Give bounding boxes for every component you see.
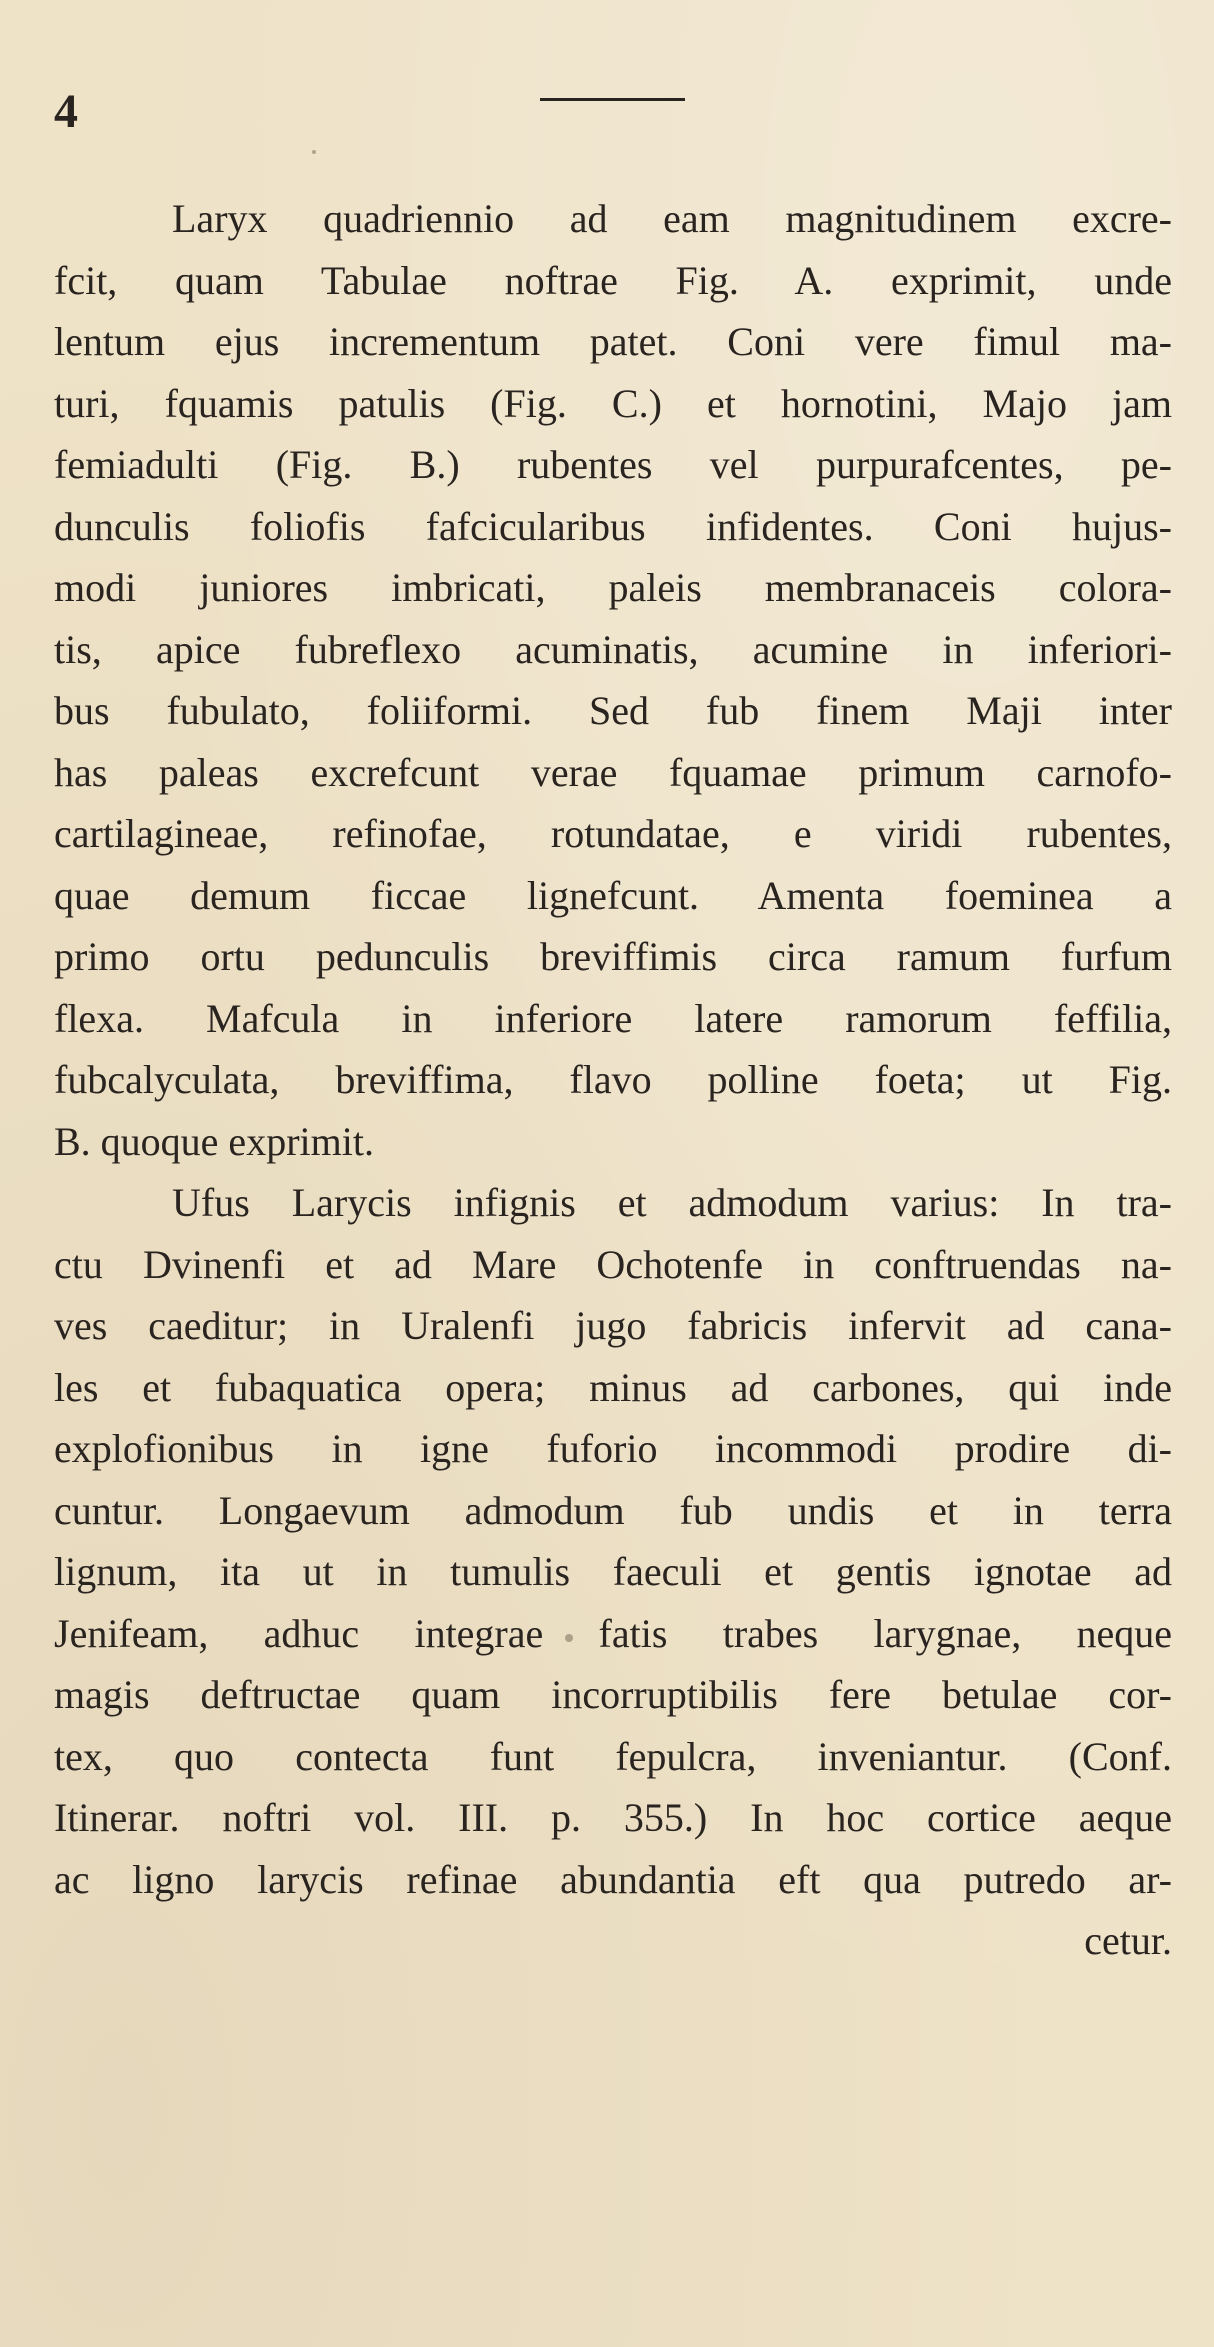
paper-speck [312, 150, 316, 154]
text-line: Jenifeam, adhuc integrae fatis trabes larygnae, neque [54, 1610, 1172, 1656]
text-line: fcit, quam Tabulae noftrae Fig. A. exprimit, unde [54, 257, 1172, 303]
paper-speck [565, 1634, 573, 1642]
text-line: primo ortu pedunculis breviffimis circa ramum furfum [54, 934, 1172, 979]
text-line: Itinerar. noftri vol. III. p. 355.) In hoc cortice aeque [54, 1795, 1172, 1840]
text-line: explofionibus in igne fuforio incommodi prodire di- [54, 1426, 1172, 1471]
text-line: lentum ejus incrementum patet. Coni vere fimul ma- [54, 319, 1172, 364]
text-line: ac ligno larycis refinae abundantia eft qua putredo ar- [54, 1856, 1172, 1902]
text-line: tex, quo contecta funt fepulcra, inveniantur. (Conf. [54, 1733, 1172, 1779]
text-line: Laryx quadriennio ad eam magnitudinem excre- [172, 196, 1172, 241]
text-line: turi, fquamis patulis (Fig. C.) et hornotini, Majo jam [54, 380, 1172, 426]
text-line: les et fubaquatica opera; minus ad carbones, qui inde [54, 1364, 1172, 1410]
text-line: lignum, ita ut in tumulis faeculi et gentis ignotae ad [54, 1549, 1172, 1594]
header-rule [540, 98, 685, 101]
text-line: flexa. Mafcula in inferiore latere ramorum feffilia, [54, 995, 1172, 1041]
text-line: femiadulti (Fig. B.) rubentes vel purpurafcentes, pe- [54, 442, 1172, 487]
text-line: cetur. [1084, 1918, 1172, 1963]
text-line: magis deftructae quam incorruptibilis fere betulae cor- [54, 1672, 1172, 1717]
text-line: cuntur. Longaevum admodum fub undis et in terra [54, 1487, 1172, 1533]
text-line: Ufus Larycis infignis et admodum varius: In tra- [172, 1180, 1172, 1225]
page-number: 4 [54, 85, 78, 138]
text-line: bus fubulato, foliiformi. Sed fub finem Maji inter [54, 688, 1172, 733]
body-text [54, 188, 1172, 1972]
text-line: quae demum ficcae lignefcunt. Amenta foeminea a [54, 872, 1172, 918]
text-line: fubcalyculata, breviffima, flavo polline foeta; ut Fig. [54, 1057, 1172, 1102]
text-line: modi juniores imbricati, paleis membranaceis colora- [54, 565, 1172, 610]
text-line: ctu Dvinenfi et ad Mare Ochotenfe in conftruendas na- [54, 1241, 1172, 1287]
text-line: cartilagineae, refinofae, rotundatae, e viridi rubentes, [54, 811, 1172, 856]
text-line: ves caeditur; in Uralenfi jugo fabricis infervit ad cana- [54, 1303, 1172, 1348]
text-line: dunculis foliofis fafcicularibus infidentes. Coni hujus- [54, 503, 1172, 549]
text-line: tis, apice fubreflexo acuminatis, acumine in inferiori- [54, 626, 1172, 672]
text-line: B. quoque exprimit. [54, 1118, 374, 1164]
text-line: has paleas excrefcunt verae fquamae primum carnofo- [54, 749, 1172, 795]
